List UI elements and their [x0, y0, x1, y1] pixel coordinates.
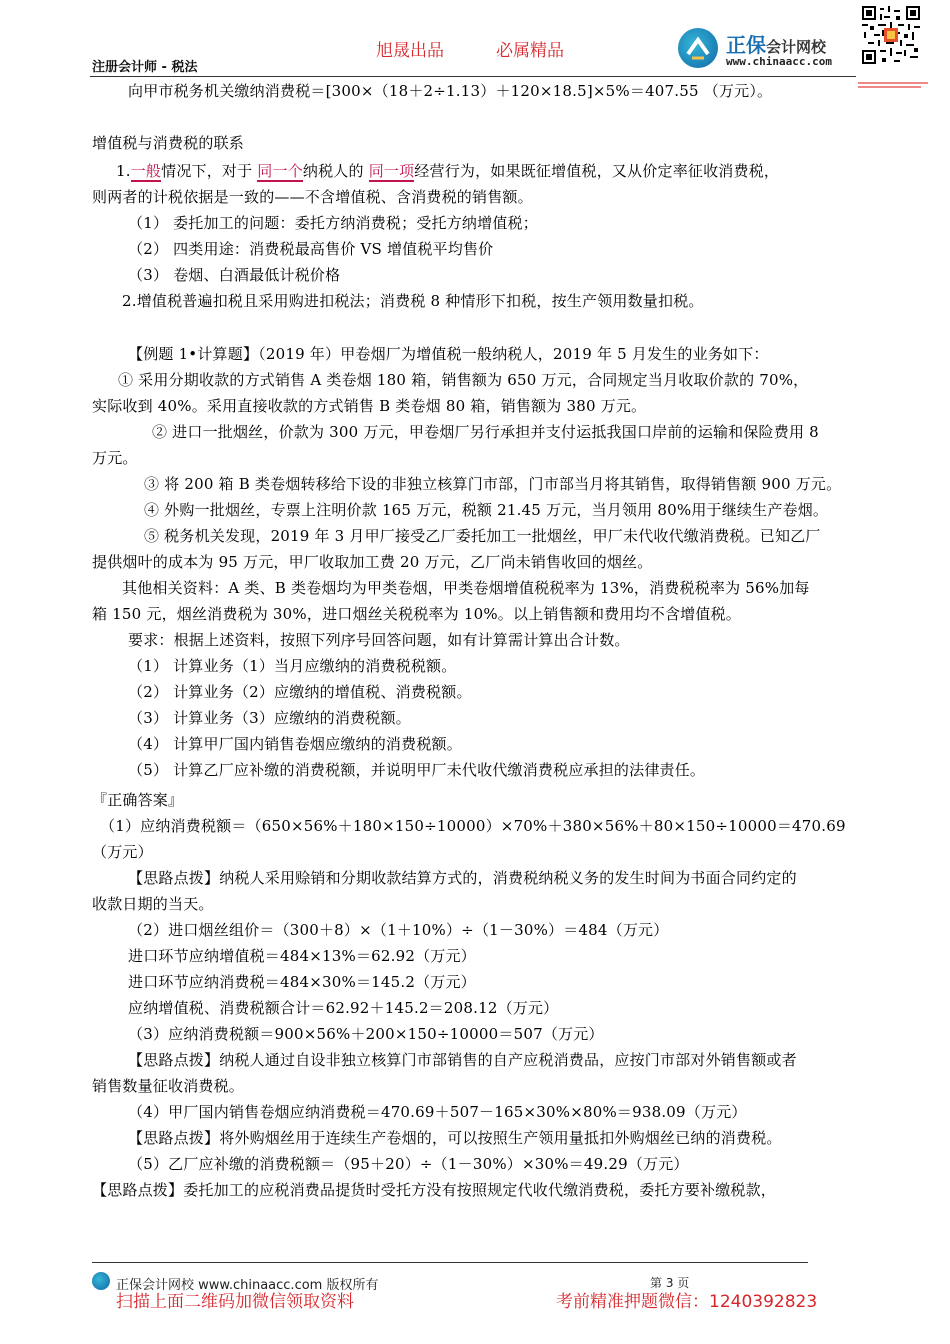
text-line: 向甲市税务机关缴纳消费税＝[300×（18＋2÷1.13）＋120×18.5]×5%＝407.55 （万元）。 — [128, 82, 773, 100]
text-line: 万元。 — [92, 449, 138, 467]
header-subject: 注册会计师 - 税法 — [92, 60, 198, 75]
text-line: （万元） — [92, 843, 153, 861]
text-line: 箱 150 元，烟丝消费税为 30%，进口烟丝关税税率为 10%。以上销售额和费用均不含增值税。 — [92, 605, 741, 623]
text-line: （5）乙厂应补缴的消费税额＝（95＋20）÷（1－30%）×30%＝49.29（万元） — [128, 1155, 689, 1173]
footer-logo-icon — [92, 1272, 110, 1290]
text-line: 进口环节应纳消费税＝484×30%＝145.2（万元） — [128, 973, 476, 991]
highlight-same-item: 同一项 — [368, 162, 415, 180]
text-line: ③ 将 200 箱 B 类卷烟转移给下设的非独立核算门市部，门市部当月将其销售，取得销售额 900 万元。 — [144, 475, 842, 493]
list-item: （4） 计算甲厂国内销售卷烟应缴纳的消费税额。 — [128, 735, 462, 753]
text-line: 要求：根据上述资料，按照下列序号回答问题，如有计算需计算出合计数。 — [128, 631, 630, 649]
footer-divider — [92, 1262, 808, 1263]
text-line: ① 采用分期收款的方式销售 A 类卷烟 180 箱，销售额为 650 万元，合同规定当月收取价款的 70%， — [118, 371, 809, 389]
header-brand-left: 旭晟出品 — [376, 41, 444, 61]
text-line: ② 进口一批烟丝，价款为 300 万元，甲卷烟厂另行承担并支付运抵我国口岸前的运输和保险费用 8 — [152, 423, 819, 441]
list-item: （3） 卷烟、白酒最低计税价格 — [128, 266, 341, 284]
list-item: （5） 计算乙厂应补缴的消费税额，并说明甲厂未代收代缴消费税应承担的法律责任。 — [128, 761, 706, 779]
text-line: 其他相关资料：A 类、B 类卷烟均为甲类卷烟，甲类卷烟增值税税率为 13%，消费税税率为 56%加每 — [122, 579, 810, 597]
hint-line: 收款日期的当天。 — [92, 895, 214, 913]
highlight-same-taxpayer: 同一个 — [257, 162, 303, 180]
hint-line: 【思路点拨】纳税人采用赊销和分期收款结算方式的，消费税纳税义务的发生时间为书面合同约定的 — [128, 869, 797, 887]
list-item: （1） 计算业务（1）当月应缴纳的消费税税额。 — [128, 657, 457, 675]
hint-line: 销售数量征收消费税。 — [92, 1077, 245, 1095]
text-line: 提供烟叶的成本为 95 万元，甲厂收取加工费 20 万元，乙厂尚未销售收回的烟丝。 — [92, 553, 653, 571]
page-number: 第 3 页 — [650, 1276, 690, 1290]
text-line: ⑤ 税务机关发现，2019 年 3 月甲厂接受乙厂委托加工一批烟丝，甲厂未代收代缴消费税。已知乙厂 — [144, 527, 821, 545]
footer-copyright: 正保会计网校 www.chinaacc.com 版权所有 — [116, 1278, 379, 1293]
list-item: （1） 委托加工的问题：委托方纳消费税；受托方纳增值税； — [128, 214, 538, 232]
text-line: （1）应纳消费税额＝（650×56%＋180×150÷10000）×70%＋380×56%＋80×150÷10000＝470.69 — [100, 817, 846, 835]
text-line: 1.一般情况下，对于 同一个纳税人的 同一项经营行为，如果既征增值税，又从价定率征收消费税， — [116, 162, 780, 180]
text-line: （4）甲厂国内销售卷烟应纳消费税＝470.69＋507－165×30%×80%＝938.09（万元） — [128, 1103, 747, 1121]
logo-emblem-icon — [678, 28, 718, 68]
list-item: （3） 计算业务（3）应缴纳的消费税额。 — [128, 709, 411, 727]
qr-code-icon — [862, 6, 920, 64]
text-line: （2）进口烟丝组价＝（300＋8）×（1＋10%）÷（1－30%）＝484（万元） — [128, 921, 669, 939]
text-line: 实际收到 40%。采用直接收款的方式销售 B 类卷烟 80 箱，销售额为 380 万元。 — [92, 397, 647, 415]
header-divider — [90, 76, 856, 77]
hint-line: 【思路点拨】将外购烟丝用于连续生产卷烟的，可以按照生产领用量抵扣外购烟丝已纳的消费税。 — [128, 1129, 782, 1147]
logo-url: www.chinaacc.com — [726, 55, 832, 68]
chinaacc-logo — [678, 26, 858, 74]
text-line: ④ 外购一批烟丝，专票上注明价款 165 万元，税额 21.45 万元，当月领用 80%用于继续生产卷烟。 — [144, 501, 829, 519]
hint-line: 【思路点拨】纳税人通过自设非独立核算门市部销售的自产应税消费品，应按门市部对外销售额或者 — [128, 1051, 797, 1069]
footer-promo-right: 考前精准押题微信：1240392823 — [556, 1292, 818, 1312]
answer-heading: 『正确答案』 — [92, 791, 184, 809]
highlight-general: 一般 — [130, 162, 162, 180]
text-line: 则两者的计税依据是一致的——不含增值税、含消费税的销售额。 — [92, 188, 533, 206]
text-line: （3）应纳消费税额＝900×56%＋200×150÷10000＝507（万元） — [128, 1025, 604, 1043]
text-line: 应纳增值税、消费税额合计＝62.92＋145.2＝208.12（万元） — [128, 999, 559, 1017]
list-item: （2） 四类用途：消费税最高售价 VS 增值税平均售价 — [128, 240, 494, 258]
hint-line: 【思路点拨】委托加工的应税消费品提货时受托方没有按照规定代收代缴消费税，委托方要补缴税款， — [92, 1181, 777, 1199]
text-line: 进口环节应纳增值税＝484×13%＝62.92（万元） — [128, 947, 476, 965]
qr-note — [858, 80, 928, 90]
footer-promo-left: 扫描上面二维码加微信领取资料 — [116, 1292, 354, 1312]
logo-name: 正保会计网校 — [726, 33, 827, 57]
text-line: 2.增值税普遍扣税且采用购进扣税法；消费税 8 种情形下扣税，按生产领用数量扣税。 — [122, 292, 704, 310]
example-title: 【例题 1•计算题】（2019 年）甲卷烟厂为增值税一般纳税人，2019 年 5 月发生的业务如下： — [128, 345, 769, 363]
list-item: （2） 计算业务（2）应缴纳的增值税、消费税额。 — [128, 683, 472, 701]
header-brand-right: 必属精品 — [496, 41, 564, 61]
section-heading: 增值税与消费税的联系 — [92, 134, 245, 152]
